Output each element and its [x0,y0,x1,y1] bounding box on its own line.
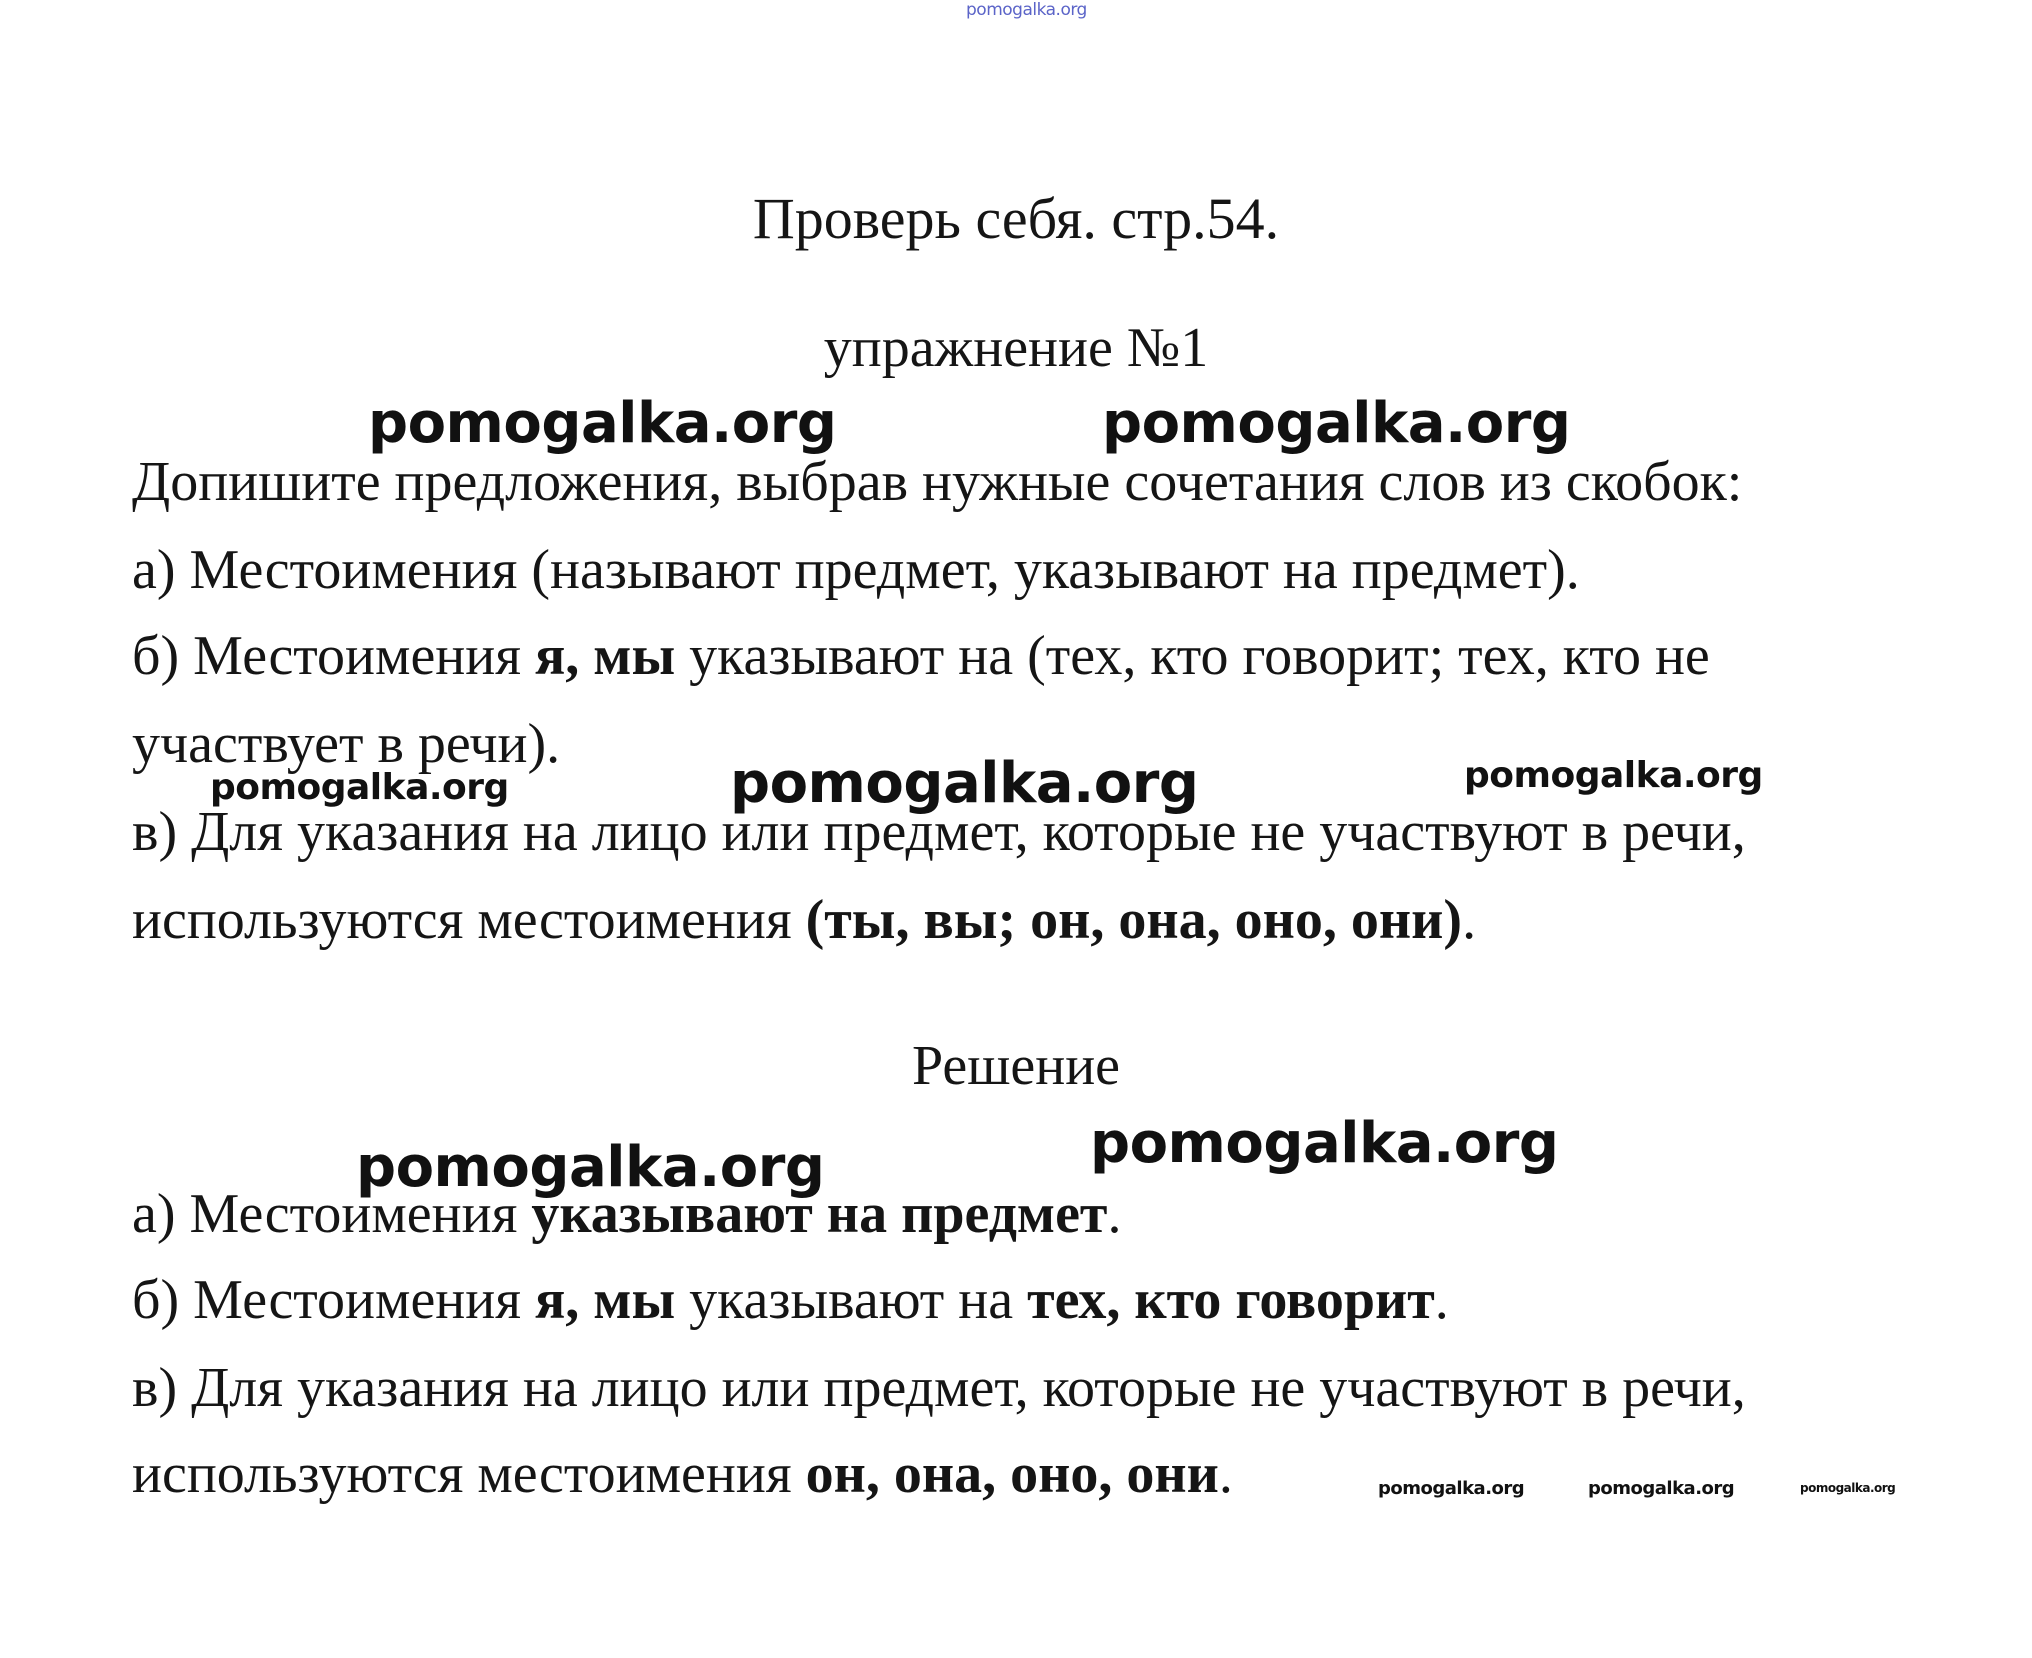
solution-item-b-bold1: я, мы [535,1269,676,1331]
solution-item-b-start: б) Местоимения [132,1269,535,1331]
solution-item-v-bold: он, она, оно, они [805,1443,1219,1505]
solution-item-v-end: . [1218,1443,1233,1505]
task-item-v-end: . [1462,889,1477,951]
watermark-text: pomogalka.org [368,391,837,456]
solution-item-b [132,1269,1449,1331]
solution-item-b-end: . [1434,1269,1449,1331]
solution-item-b-mid: указывают на [675,1269,1028,1331]
task-item-b [132,625,1710,687]
task-item-b-line2: участвует в речи). [132,713,561,775]
watermark-text: pomogalka.org [1800,1481,1896,1495]
solution-heading: Решение [911,1035,1121,1097]
solution-item-v-line1: в) Для указания на лицо или предмет, которые не участвуют в речи, [132,1357,1746,1419]
task-item-v-start: используются местоимения [132,889,806,951]
task-item-a: а) Местоимения (называют предмет, указывают на предмет). [132,539,1580,601]
task-intro: Допишите предложения, выбрав нужные сочетания слов из скобок: [132,451,1743,513]
solution-item-v-line2 [132,1443,1233,1505]
solution-item-b-bold2: тех, кто говорит [1027,1269,1435,1331]
task-item-b-bold: я, мы [535,625,676,687]
watermark-text: pomogalka.org [1102,391,1571,456]
solution-item-a [132,1183,1122,1245]
task-item-b-rest: указывают на (тех, кто говорит; тех, кто не [675,625,1710,687]
page-title: Проверь себя. стр.54. [752,186,1280,251]
exercise-heading: упражнение №1 [823,317,1209,379]
task-item-b-start: б) Местоимения [132,625,535,687]
top-watermark: pomogalka.org [966,0,1087,20]
task-item-v-bold: (ты, вы; он, она, оно, они) [805,889,1463,951]
watermark-text: pomogalka.org [730,751,1199,816]
task-item-v-line2 [132,889,1477,951]
task-item-v-line1: в) Для указания на лицо или предмет, которые не участвуют в речи, [132,801,1746,863]
solution-item-a-end: . [1107,1183,1122,1245]
watermark-text: pomogalka.org [210,767,509,808]
watermark-text: pomogalka.org [1090,1111,1559,1176]
watermark-text: pomogalka.org [1378,1478,1525,1499]
watermark-text: pomogalka.org [356,1135,825,1200]
solution-item-v-start: используются местоимения [132,1443,806,1505]
watermark-text: pomogalka.org [1464,755,1763,796]
solution-item-a-bold: указывают на предмет [531,1183,1108,1245]
solution-item-a-start: а) Местоимения [132,1183,532,1245]
watermark-text: pomogalka.org [1588,1478,1735,1499]
